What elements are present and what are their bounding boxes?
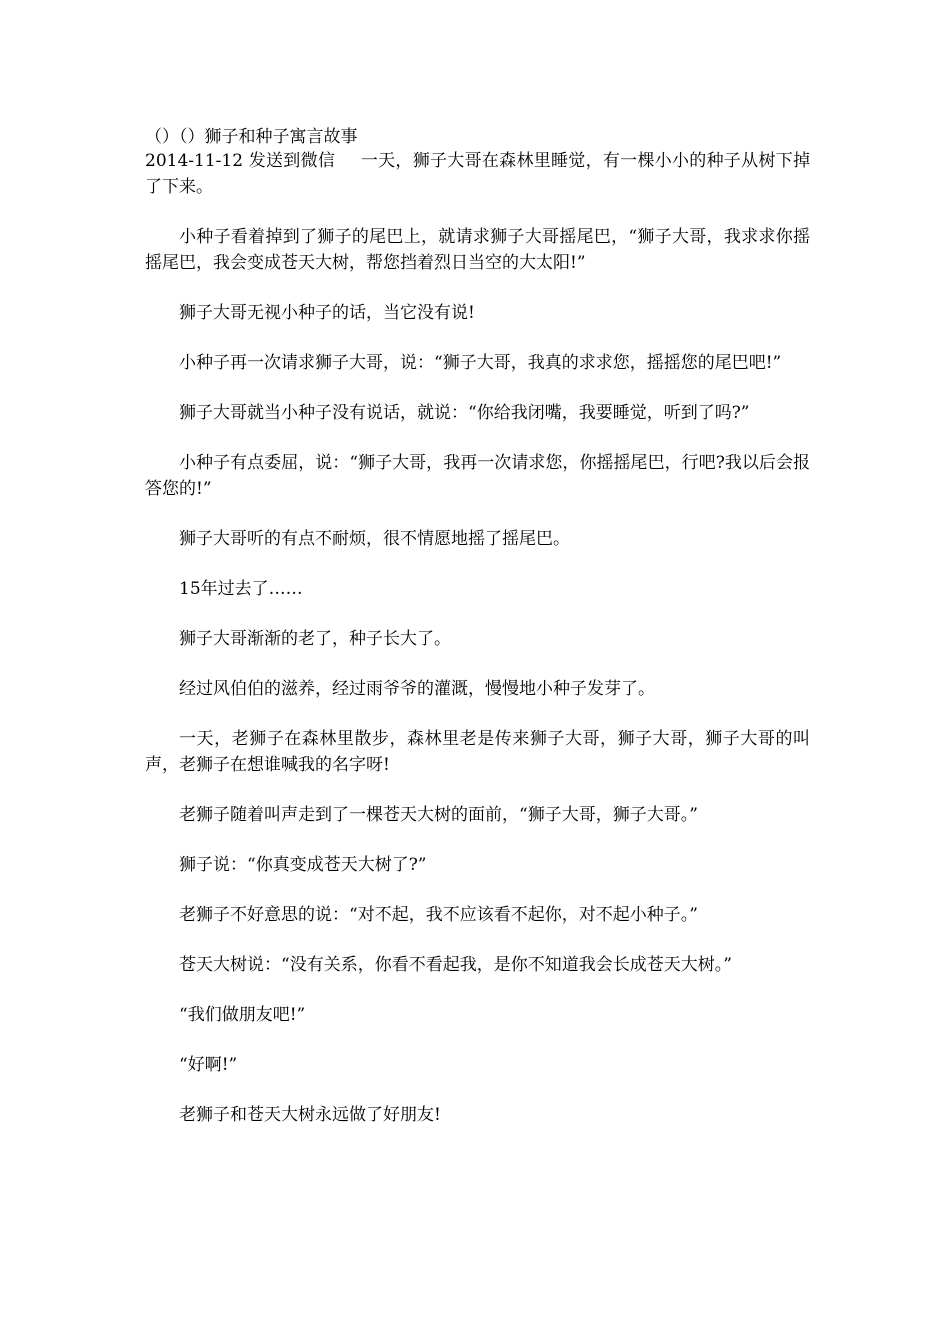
story-paragraph: 老狮子不好意思的说：“对不起，我不应该看不起你，对不起小种子。” <box>179 905 698 925</box>
story-paragraph: 老狮子和苍天大树永远做了好朋友! <box>179 1105 441 1125</box>
story-paragraph: 狮子大哥无视小种子的话，当它没有说! <box>179 303 475 323</box>
story-paragraph: 狮子大哥听的有点不耐烦，很不情愿地摇了摇尾巴。 <box>179 529 570 549</box>
story-paragraph: “好啊!” <box>179 1055 238 1075</box>
document-title: （）（）狮子和种子寓言故事 <box>145 127 358 147</box>
publish-date: 2014-11-12 <box>145 151 244 171</box>
story-paragraph: 小种子再一次请求狮子大哥，说：“狮子大哥，我真的求求您，摇摇您的尾巴吧!” <box>179 353 782 373</box>
story-paragraph: 苍天大树说：“没有关系，你看不看起我，是你不知道我会长成苍天大树。” <box>179 955 732 975</box>
story-paragraph: 老狮子随着叫声走到了一棵苍天大树的面前，“狮子大哥，狮子大哥。” <box>179 805 698 825</box>
spacer <box>145 200 810 224</box>
story-paragraph: 一天，老狮子在森林里散步，森林里老是传来狮子大哥，狮子大哥，狮子大哥的叫声，老狮子在想谁喊我的名字呀! <box>145 729 810 775</box>
story-paragraph: 经过风伯伯的滋养，经过雨爷爷的灌溉，慢慢地小种子发芽了。 <box>179 679 655 699</box>
sent-label: 发送到微信 <box>248 151 336 171</box>
story-paragraph: 小种子有点委屈，说：“狮子大哥，我再一次请求您，你摇摇尾巴，行吧?我以后会报答您的!” <box>145 453 810 499</box>
story-paragraph: 15年过去了…… <box>179 579 303 599</box>
document-page <box>145 126 810 1152</box>
story-paragraph: 狮子大哥就当小种子没有说话，就说：“你给我闭嘴，我要睡觉，听到了吗?” <box>179 403 750 423</box>
story-paragraph: 狮子大哥渐渐的老了，种子长大了。 <box>179 629 451 649</box>
story-paragraph: 小种子看着掉到了狮子的尾巴上，就请求狮子大哥摇尾巴，“狮子大哥，我求求你摇摇尾巴，我会变成苍天大树，帮您挡着烈日当空的大太阳!” <box>145 227 810 273</box>
intro-line <box>145 148 810 200</box>
story-paragraph: 狮子说：“你真变成苍天大树了?” <box>179 855 427 875</box>
story-paragraph: “我们做朋友吧!” <box>179 1005 306 1025</box>
first-paragraph: 一天，狮子大哥在森林里睡觉，有一棵小小的种子从树下掉了下来。 <box>145 151 811 197</box>
